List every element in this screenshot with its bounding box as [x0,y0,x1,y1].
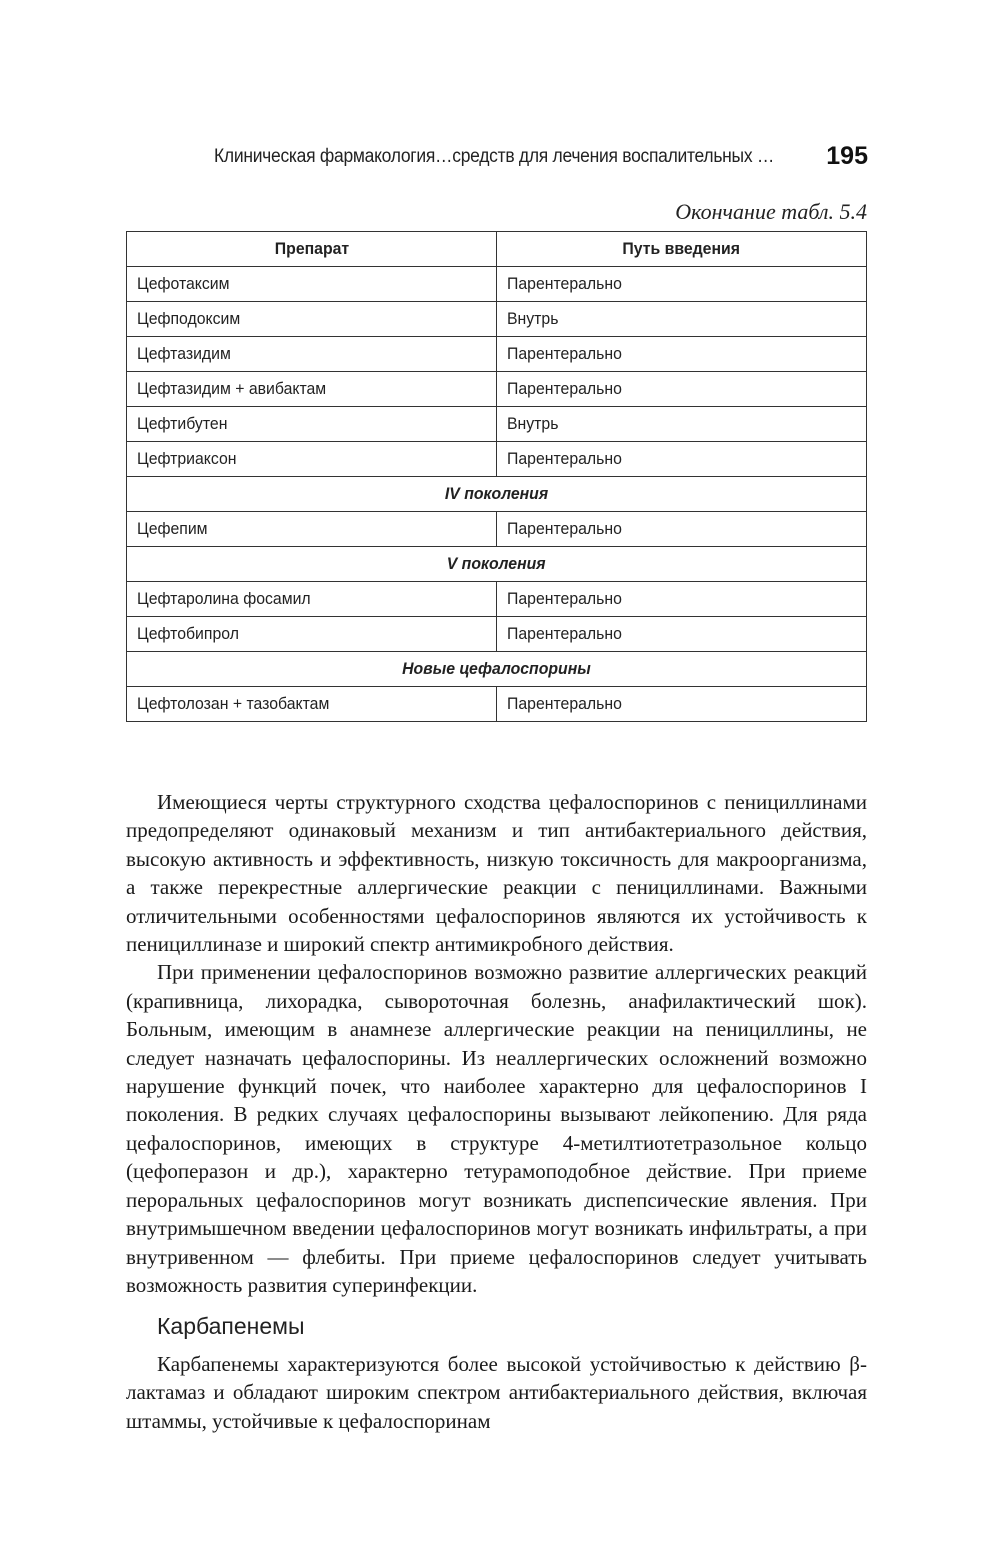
drug-cell [127,267,497,302]
route-cell [497,267,867,302]
route-name: Внутрь [507,414,559,433]
drug-name: Цефподоксим [137,309,241,328]
route-cell [497,512,867,547]
route-cell [497,687,867,722]
table-row [127,617,867,652]
running-header [214,142,868,172]
drug-name: Цефтазидим [137,344,231,363]
route-name: Парентерально [507,589,622,608]
body-text [126,788,867,1299]
drug-table [126,231,867,722]
table-row [127,442,867,477]
drug-cell [127,617,497,652]
table-row [127,267,867,302]
drug-name: Цефепим [137,519,208,538]
table-row [127,337,867,372]
route-name: Парентерально [507,519,622,538]
paragraph: Карбапенемы характеризуются более высокой устойчивостью к действию β-лактамаз и обладают широким спектром антибактериального действия, включая штаммы, устойчивые к цефалоспоринам [126,1352,867,1433]
route-name: Парентерально [507,274,622,293]
section-label-cell [127,547,867,582]
route-name: Внутрь [507,309,559,328]
route-cell [497,372,867,407]
column-header-drug-label: Препарат [274,239,349,258]
drug-cell [127,337,497,372]
route-cell [497,302,867,337]
drug-name: Цефтибутен [137,414,228,433]
drug-cell [127,372,497,407]
route-name: Парентерально [507,624,622,643]
route-name: Парентерально [507,694,622,713]
drug-cell [127,302,497,337]
table-row [127,512,867,547]
running-title: Клиническая фармакология…средств для лечения воспалительных … [214,146,775,167]
section-heading: Карбапенемы [157,1313,305,1339]
table-row [127,302,867,337]
route-cell [497,617,867,652]
drug-name: Цефтобипрол [137,624,239,643]
section-body-text [126,1350,867,1435]
drug-name: Цефтриаксон [137,449,237,468]
drug-name: Цефтазидим + авибактам [137,379,327,398]
drug-cell [127,442,497,477]
drug-cell [127,512,497,547]
drug-name: Цефтаролина фосамил [137,589,311,608]
paragraph: Имеющиеся черты структурного сходства цефалоспоринов с пенициллинами предопределяют одинаковый механизм и тип антибактериального действия, высокую активность и эффективность, низкую токсичность для макроорганизма, а также перекрестные аллергические реакции с пенициллинами. Важными отличительными особенностями цефалоспоринов являются их устойчивость к пенициллиназе и широкий спектр антимикробного действия. [126,790,867,957]
route-name: Парентерально [507,344,622,363]
column-header-route [497,232,867,267]
column-header-drug [127,232,497,267]
paragraph: При применении цефалоспоринов возможно развитие аллергических реакций (крапивница, лихорадка, сывороточная болезнь, анафилактический шок). Больным, имеющим в анамнезе аллергические реакции на пенициллины, не следует назначать цефалоспорины. Из неаллергических осложнений возможно нарушение функций почек, что наиболее характерно для цефалоспоринов I поколения. В редких случаях цефалоспорины вызывают лейкопению. Для ряда цефалоспоринов, имеющих в структуре 4-метилтиотетразольное кольцо (цефоперазон и др.), характерно тетурамоподобное действие. При приеме пероральных цефалоспоринов могут возникать диспепсические явления. При внутримышечном введении цефалоспоринов могут возникать инфильтраты, а при внутривенном — флебиты. При приеме цефалоспоринов следует учитывать возможность развития суперинфекции. [126,960,867,1297]
route-name: Парентерально [507,449,622,468]
section-label-cell [127,477,867,512]
section-label-cell [127,652,867,687]
page-number: 195 [826,142,868,170]
section-label: IV поколения [444,484,549,503]
section-label: V поколения [447,554,546,573]
table-section-row [127,652,867,687]
table-section-row [127,477,867,512]
section-label: Новые цефалоспорины [402,659,591,678]
drug-cell [127,687,497,722]
table-row [127,687,867,722]
table-body [127,267,867,722]
column-header-route-label: Путь введения [622,239,741,258]
route-cell [497,582,867,617]
table-row [127,407,867,442]
table-row [127,582,867,617]
route-cell [497,407,867,442]
drug-cell [127,582,497,617]
drug-name: Цефотаксим [137,274,230,293]
table-row [127,372,867,407]
table-section-row [127,547,867,582]
drug-cell [127,407,497,442]
table-header-row [127,232,867,267]
drug-name: Цефтолозан + тазобактам [137,694,330,713]
route-cell [497,337,867,372]
route-name: Парентерально [507,379,622,398]
table-caption: Окончание табл. 5.4 [675,199,867,224]
route-cell [497,442,867,477]
